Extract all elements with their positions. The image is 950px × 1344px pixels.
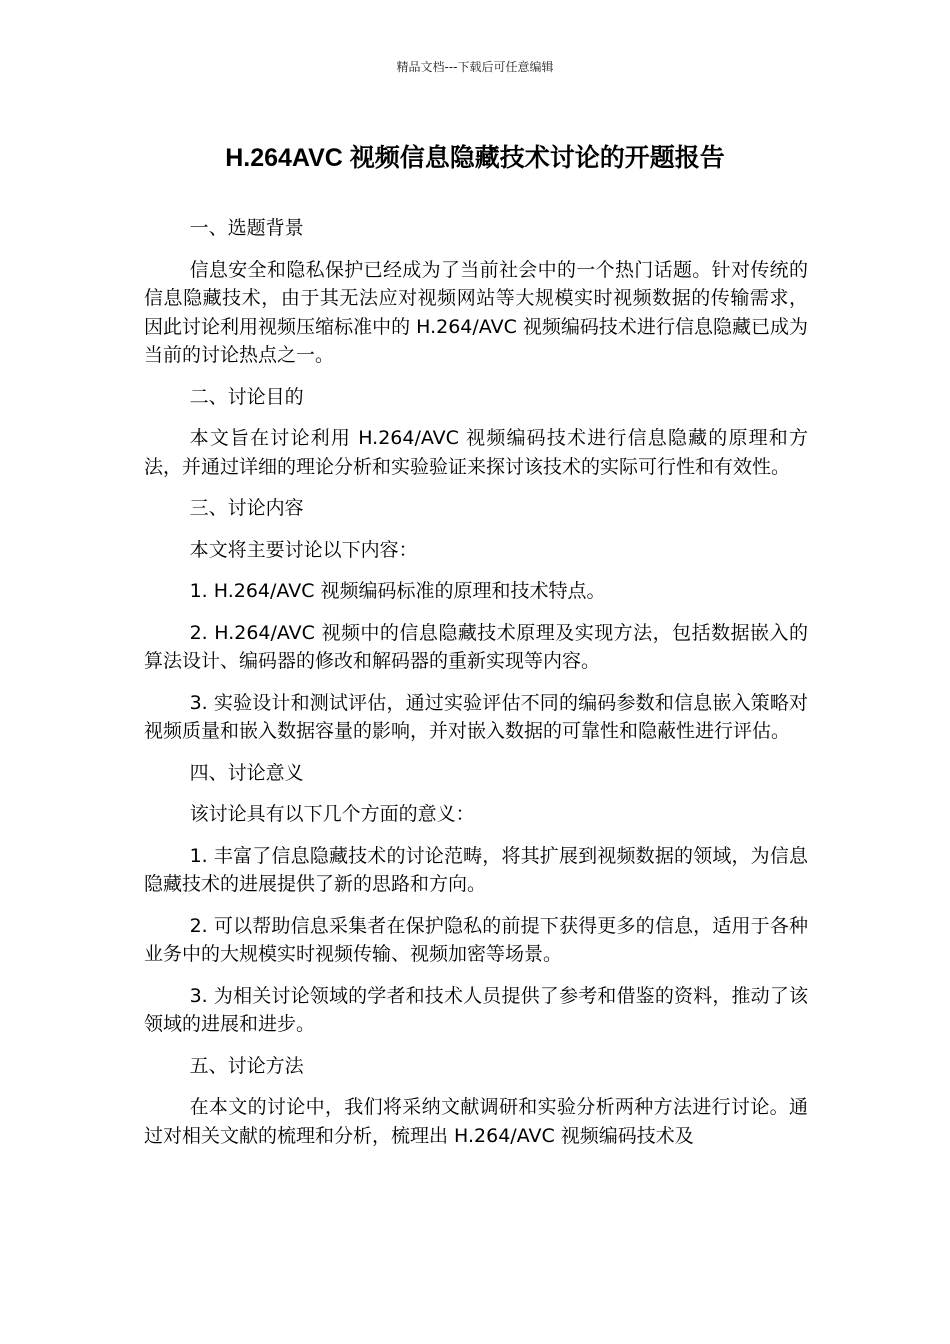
section-heading-purpose: 二、讨论目的: [189, 385, 304, 408]
list-item-content-3: 3. 实验设计和测试评估，通过实验评估不同的编码参数和信息嵌入策略对视频质量和嵌入数据容量的影响，并对嵌入数据的可靠性和隐蔽性进行评估。: [144, 691, 808, 742]
paragraph-purpose: 本文旨在讨论利用 H.264/AVC 视频编码技术进行信息隐藏的原理和方法，并通过详细的理论分析和实验验证来探讨该技术的实际可行性和有效性。: [144, 427, 808, 478]
paragraph-method: 在本文的讨论中，我们将采纳文献调研和实验分析两种方法进行讨论。通过对相关文献的梳理和分析，梳理出 H.264/AVC 视频编码技术及: [144, 1096, 808, 1147]
paragraph-content-intro: 本文将主要讨论以下内容：: [189, 538, 418, 561]
section-heading-method: 五、讨论方法: [189, 1054, 304, 1077]
section-heading-background: 一、选题背景: [189, 217, 304, 239]
page-header-note: 精品文档---下载后可任意编辑: [396, 60, 554, 74]
document-title: H.264AVC 视频信息隐藏技术讨论的开题报告: [225, 144, 725, 172]
list-item-content-2: 2. H.264/AVC 视频中的信息隐藏技术原理及实现方法，包括数据嵌入的算法设计、编码器的修改和解码器的重新实现等内容。: [144, 621, 808, 672]
list-item-significance-2: 2. 可以帮助信息采集者在保护隐私的前提下获得更多的信息，适用于各种业务中的大规模实时视频传输、视频加密等场景。: [144, 914, 808, 965]
list-item-content-1: 1. H.264/AVC 视频编码标准的原理和技术特点。: [189, 580, 606, 602]
paragraph-background: 信息安全和隐私保护已经成为了当前社会中的一个热门话题。针对传统的信息隐藏技术，由于其无法应对视频网站等大规模实时视频数据的传输需求，因此讨论利用视频压缩标准中的 H.264/AVC 视频编码技术进行信息隐藏已成为当前的讨论热点之一。: [144, 258, 808, 366]
list-item-significance-1: 1. 丰富了信息隐藏技术的讨论范畴，将其扩展到视频数据的领域，为信息隐藏技术的进展提供了新的思路和方向。: [144, 844, 808, 895]
document-body: [144, 214, 808, 1163]
paragraph-significance-intro: 该讨论具有以下几个方面的意义：: [189, 803, 475, 825]
list-item-significance-3: 3. 为相关讨论领域的学者和技术人员提供了参考和借鉴的资料，推动了该领域的进展和进步。: [144, 984, 808, 1035]
section-heading-significance: 四、讨论意义: [189, 761, 304, 784]
section-heading-content: 三、讨论内容: [189, 497, 304, 519]
